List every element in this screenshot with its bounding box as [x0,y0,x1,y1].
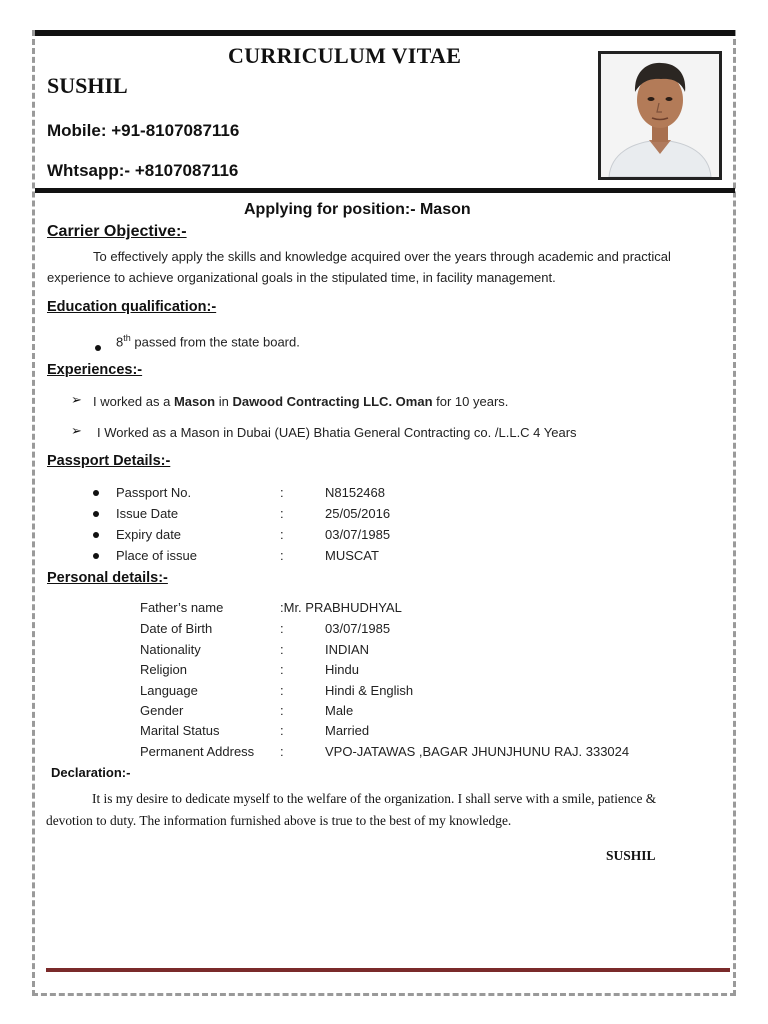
document-title: CURRICULUM VITAE [228,43,462,68]
experiences-heading: Experiences:- [47,362,143,378]
objective-heading: Carrier Objective:- [47,223,187,240]
footer-rule [46,968,730,972]
declaration-heading: Declaration:- [51,765,131,780]
arrow-bullet-icon: ➢ [71,423,82,438]
position-applied: Applying for position:- Mason [244,201,471,218]
passport-heading: Passport Details:- [47,453,171,469]
declaration-text: It is my desire to dedicate myself to the welfare of the organization. I shall serve with a smile, patience & devotion to duty. The information furnished above is true to the best of my knowledge. [46,791,657,828]
header-divider [35,188,735,193]
experience-item-1: I worked as a Mason in Dawood Contracting LLC. Oman for 10 years. [93,394,509,409]
personal-heading: Personal details:- [47,570,168,586]
whatsapp-number: Whtsapp:- +8107087116 [47,161,239,180]
mobile-number: Mobile: +91-8107087116 [47,121,240,140]
bullet-icon [95,338,101,356]
education-item: 8th passed from the state board. [116,333,300,350]
profile-photo [598,51,722,180]
bullet-icon [93,553,99,559]
signature-name: SUSHIL [606,848,656,863]
bullet-icon [93,511,99,517]
candidate-name: SUSHIL [47,73,128,98]
top-rule [35,30,735,36]
objective-text: To effectively apply the skills and knowledge acquired over the years through academic and practical experience to achieve organizational goals in the stipulated time, in facility management. [47,249,671,285]
person-photo-icon [601,54,719,177]
experience-item-2: I Worked as a Mason in Dubai (UAE) Bhatia General Contracting co. /L.L.C 4 Years [97,425,577,440]
bullet-icon [93,490,99,496]
education-heading: Education qualification:- [47,299,217,315]
arrow-bullet-icon: ➢ [71,392,82,407]
bullet-icon [93,532,99,538]
